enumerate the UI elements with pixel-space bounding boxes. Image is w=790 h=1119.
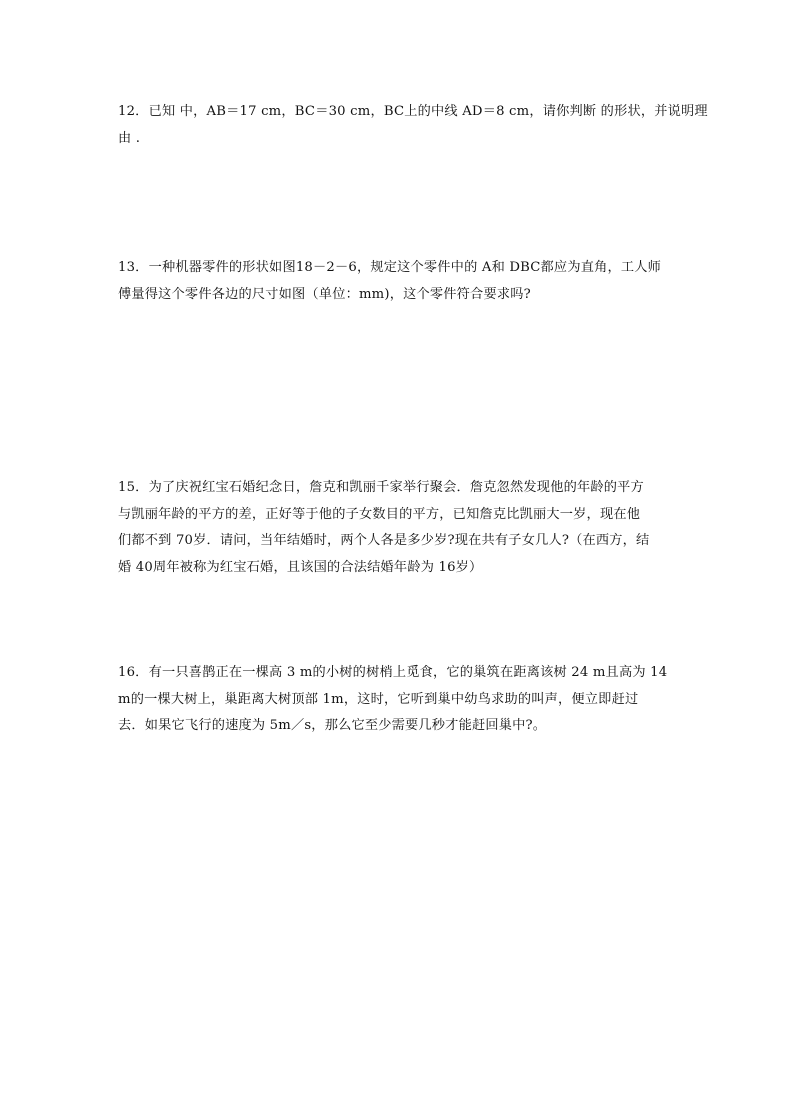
problem-16-line-1: 16．有一只喜鹊正在一棵高 3 m的小树的树梢上觅食，它的巢筑在距离该树 24 m且高为 14 <box>118 665 668 680</box>
problem-13 <box>118 255 678 308</box>
problem-15-line-4: 婚 40周年被称为红宝石婚，且该国的合法结婚年龄为 16岁） <box>118 559 483 575</box>
problem-16-line-2: m的一棵大树上，巢距离大树顶部 1m，这时，它听到巢中幼鸟求助的叫声，便立即赶过 <box>118 691 639 707</box>
problem-15-line-3: 们都不到 70岁．请问，当年结婚时，两个人各是多少岁?现在共有子女几人?（在西方，结 <box>118 533 650 548</box>
problem-16-line-3: 去．如果它飞行的速度为 5m／s，那么它至少需要几秒才能赶回巢中?。 <box>118 718 547 733</box>
problem-13-line-1: 13．一种机器零件的形状如图18－2－6，规定这个零件中的 A和 DBC都应为直角，工人师 <box>118 260 662 275</box>
problem-12-line-1: 12．已知 中，AB＝17 cm，BC＝30 cm，BC上的中线 AD＝8 cm，请你判断 的形状，并说明理 <box>118 104 708 119</box>
problem-12 <box>118 99 708 152</box>
problem-12-line-2: 由 . <box>118 130 141 146</box>
problem-13-line-2: 傅量得这个零件各边的尺寸如图（单位：mm)，这个零件符合要求吗? <box>118 286 531 302</box>
problem-16 <box>118 660 678 740</box>
problem-15 <box>118 475 678 581</box>
problem-15-line-2: 与凯丽年龄的平方的差，正好等于他的子女数目的平方，已知詹克比凯丽大一岁，现在他 <box>118 506 641 522</box>
problem-15-line-1: 15．为了庆祝红宝石婚纪念日，詹克和凯丽千家举行聚会．詹克忽然发现他的年龄的平方 <box>118 480 644 495</box>
